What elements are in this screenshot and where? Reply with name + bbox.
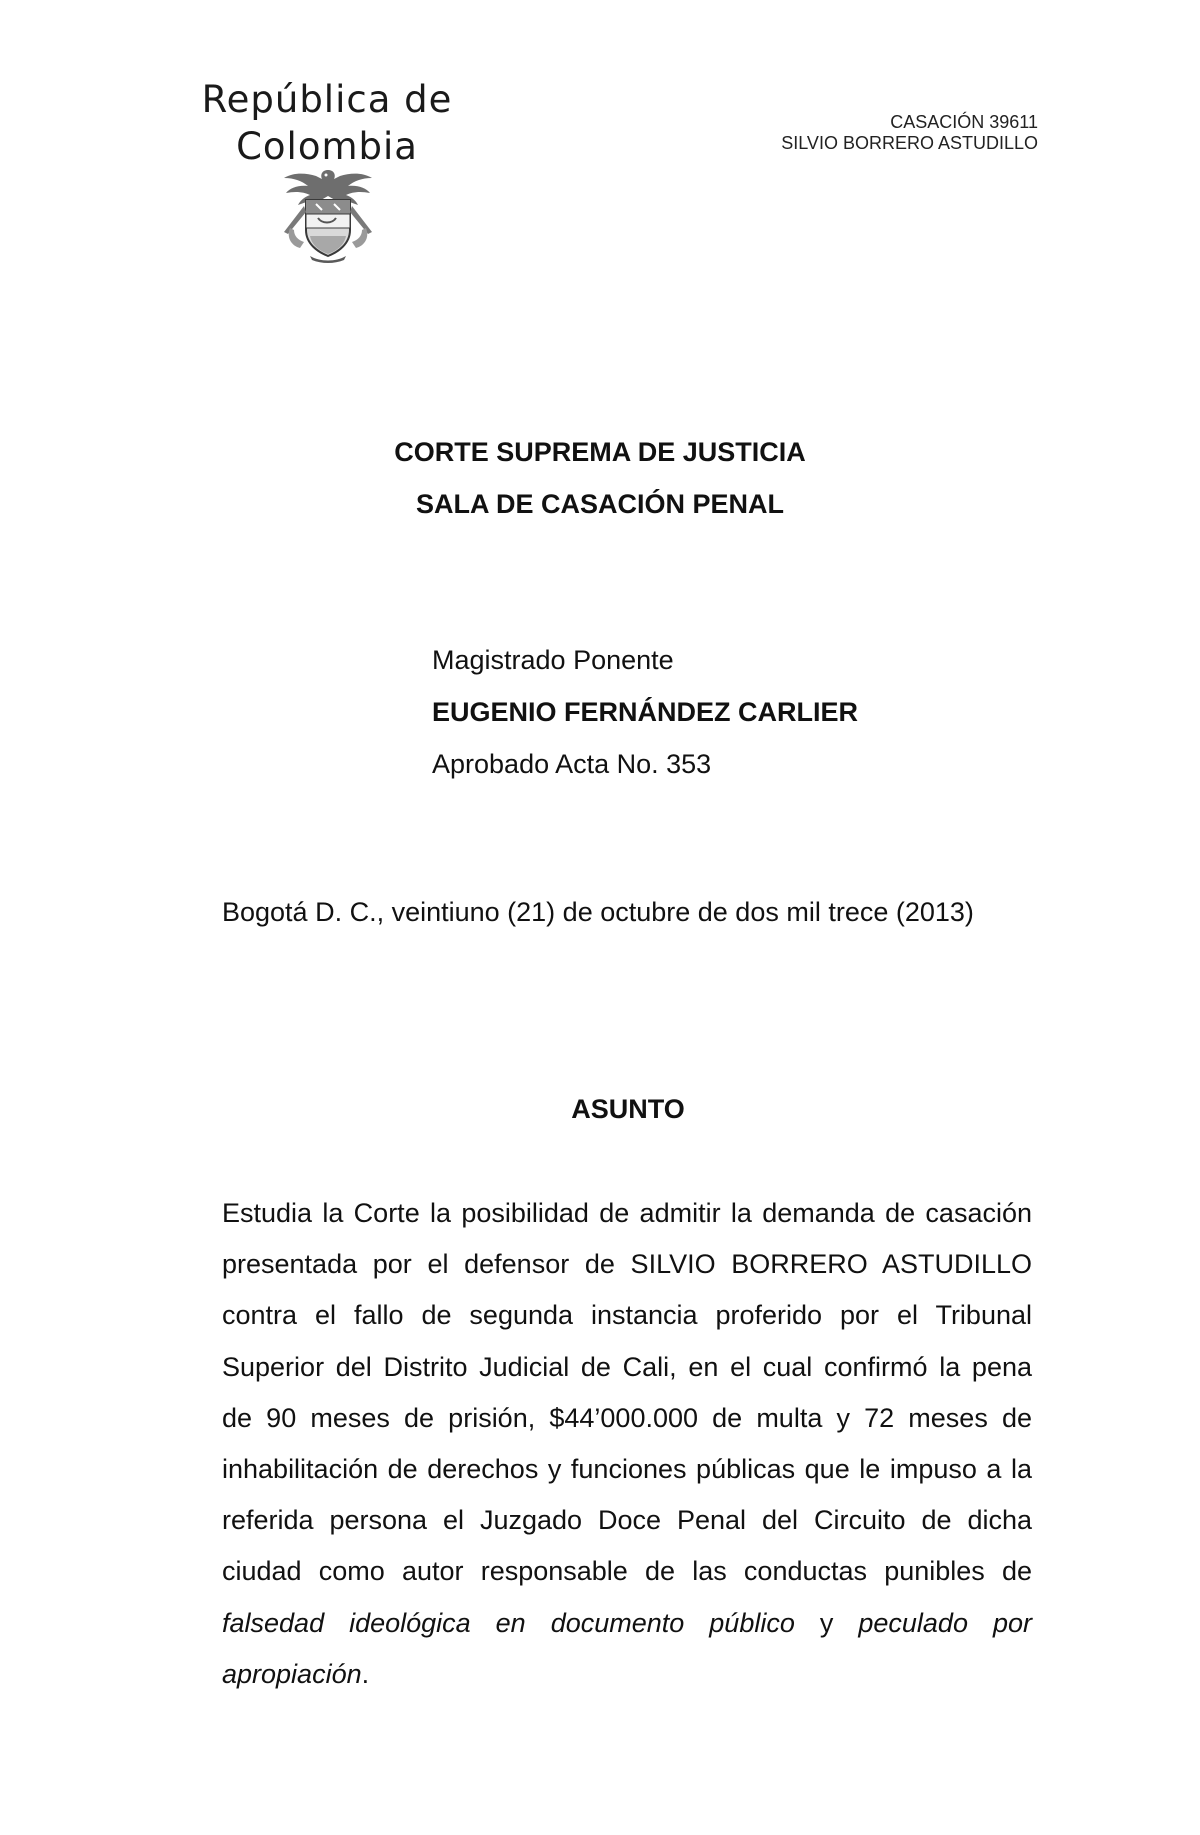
acta-number: Aprobado Acta No. 353 (432, 749, 712, 779)
court-name: CORTE SUPREMA DE JUSTICIA (394, 437, 806, 467)
asunto-paragraph (222, 1188, 1032, 1700)
shield-icon (306, 200, 350, 256)
ponente-name: EUGENIO FERNÁNDEZ CARLIER (432, 697, 859, 727)
dateline: Bogotá D. C., veintiuno (21) de octubre de dos mil trece (2013) (222, 897, 974, 927)
court-chamber: SALA DE CASACIÓN PENAL (415, 489, 785, 519)
case-party: SILVIO BORRERO ASTUDILLO (781, 133, 1038, 153)
coat-of-arms-icon (276, 166, 380, 264)
country-line-2: Colombia (236, 125, 418, 168)
sentence-end: . (361, 1658, 370, 1689)
connector-text: y (819, 1607, 834, 1638)
ponente-block (432, 634, 858, 790)
ponente-label: Magistrado Ponente (432, 645, 674, 675)
crime-falsedad: falsedad ideológica en documento público (222, 1607, 795, 1638)
country-line-1: República de (201, 78, 453, 121)
crime-peculado: peculado por apropiación (222, 1607, 1032, 1689)
asunto-text: Estudia la Corte la posibilidad de admitir la demanda de casación presentada por el defensor de SILVIO BORRERO ASTUDILLO contra el fallo de segunda instancia proferido por el Tribunal Superior del Distrito Judicial de Cali, en el cual confirmó la pena de 90 meses de prisión, $44’000.000 de multa y 72 meses de inhabilitación de derechos y funciones públicas que le impuso a la referida persona el Juzgado Doce Penal del Circuito de dicha ciudad como autor responsable de las conductas punibles de (222, 1198, 1032, 1587)
case-reference (781, 112, 1038, 154)
case-number: CASACIÓN 39611 (890, 112, 1038, 132)
country-name (186, 76, 468, 170)
section-title-asunto: ASUNTO (571, 1094, 685, 1124)
